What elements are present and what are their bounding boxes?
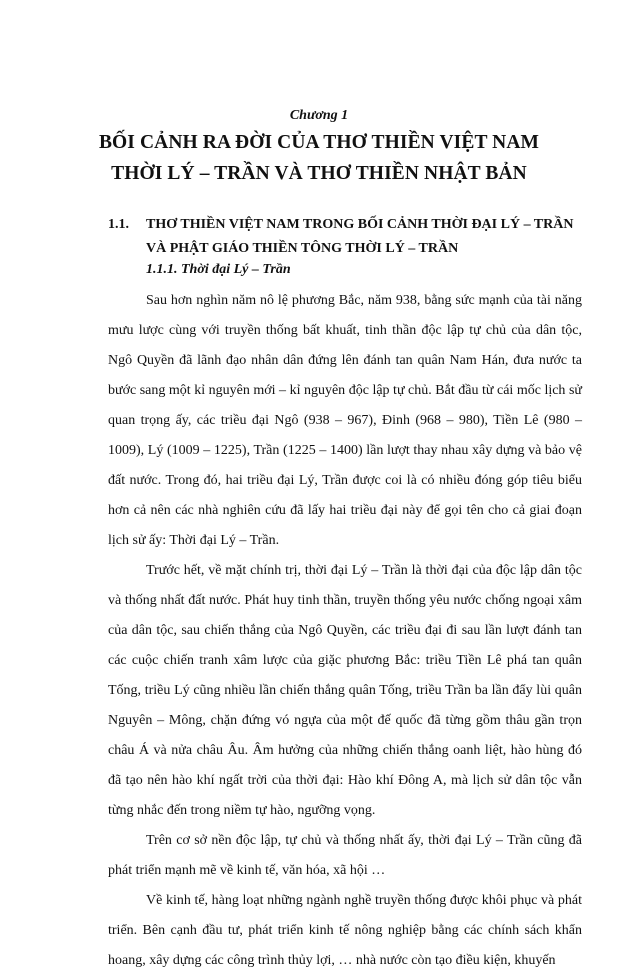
paragraph: Trên cơ sở nền độc lập, tự chủ và thống nhất ấy, thời đại Lý – Trần cũng đã phát triển mạnh mẽ về kinh tế, văn hóa, xã hội … (108, 833, 582, 878)
subsection-heading: 1.1.1. Thời đại Lý – Trần (146, 262, 291, 277)
paragraph: Sau hơn nghìn năm nô lệ phương Bắc, năm 938, bằng sức mạnh của tài năng mưu lược cùng với truyền thống bất khuất, tinh thần độc lập tự chủ của dân tộc, Ngô Quyền đã lãnh đạo nhân dân đứng lên đánh tan quân Nam Hán, đưa nước ta bước sang một kỉ nguyên mới – kỉ nguyên độc lập tự chủ. Bắt đầu từ cái mốc lịch sử quan trọng ấy, các triều đại Ngô (938 – 967), Đinh (968 – 980), Tiền Lê (980 – 1009), Lý (1009 – 1225), Trần (1225 – 1400) lần lượt thay nhau xây dựng và bảo vệ đất nước. Trong đó, hai triều đại Lý, Trần được coi là có nhiều đóng góp tiêu biểu hơn cả nên các nhà nghiên cứu đã lấy hai triều đại này để gọi tên cho cả giai đoạn lịch sử ấy: Thời đại Lý – Trần. (108, 293, 582, 548)
paragraph: Trước hết, về mặt chính trị, thời đại Lý – Trần là thời đại của độc lập dân tộc và thống nhất đất nước. Phát huy tinh thần, truyền thống yêu nước chống ngoại xâm của dân tộc, sau chiến thắng của Ngô Quyền, các triều đại đi sau lần lượt đánh tan các cuộc chiến tranh xâm lược của giặc phương Bắc: triều Tiền Lê phá tan quân Tống, triều Lý cũng nhiều lần chiến thắng quân Tống, triều Trần ba lần đẩy lùi quân Nguyên – Mông, chặn đứng vó ngựa của một đế quốc đã từng gồm thâu gần trọn châu Á và nửa châu Âu. Âm hưởng của những chiến thắng oanh liệt, hào hùng đó đã tạo nên hào khí ngất trời của thời đại: Hào khí Đông A, mà lịch sử dân tộc vẫn từng nhắc đến trong niềm tự hào, ngưỡng vọng. (108, 563, 582, 818)
chapter-label: Chương 1 (289, 108, 349, 123)
body-text (108, 286, 582, 976)
section-title: THƠ THIỀN VIỆT NAM TRONG BỐI CẢNH THỜI ĐẠI LÝ – TRẦN VÀ PHẬT GIÁO THIỀN TÔNG THỜI LÝ – TRẦN (146, 217, 574, 256)
paragraph: Về kinh tế, hàng loạt những ngành nghề truyền thống được khôi phục và phát triển. Bên cạnh đầu tư, phát triển kinh tế nông nghiệp bằng các chính sách khẩn hoang, xây dựng các công trình thủy lợi, … nhà nước còn tạo điều kiện, khuyến (108, 893, 582, 968)
section-number: 1.1. (108, 217, 129, 232)
chapter-title-line-2: THỜI LÝ – TRẦN VÀ THƠ THIỀN NHẬT BẢN (111, 163, 527, 184)
section-heading (108, 213, 588, 261)
chapter-title-line-1: BỐI CẢNH RA ĐỜI CỦA THƠ THIỀN VIỆT NAM (98, 132, 540, 153)
